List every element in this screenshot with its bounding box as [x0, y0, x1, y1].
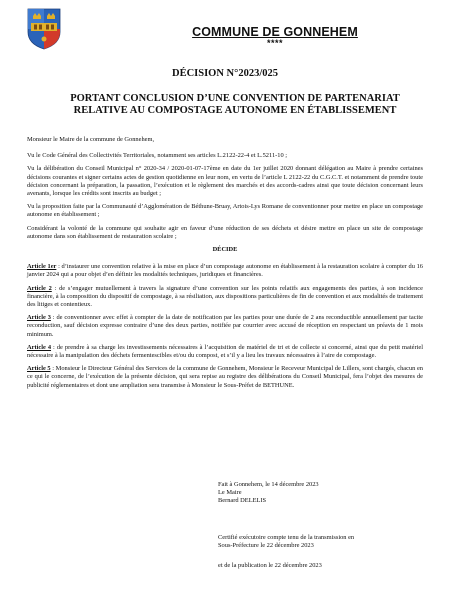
article-2	[27, 285, 423, 310]
certification-block	[218, 534, 418, 550]
article-1-text: : d’instaurer une convention relative à la mise en place d’un compostage autonome en établissement à la restauration scolaire à compter du 16 janvier 2024 qui a pour objet d’en définir les modalités techniques, juridiques et financières.	[27, 263, 423, 279]
header-stars: ****	[266, 38, 283, 48]
article-1	[27, 263, 423, 279]
article-5-text: : Monsieur le Directeur Général des Services de la commune de Gonnehem, Monsieur le Receveur Municipal de Lillers, sont chargés, chacun en ce qui le concerne, de l’exécution de la présente décision, qui sera repise au registre des délibérations du Conseil Municipal, fera l’objet des mesures de publicité réglementaires et dont une ampliation sera transmise à Monsieur le Sous-Préfet de BETHUNE.	[27, 365, 423, 389]
signature-name: Bernard DELELIS	[218, 497, 267, 505]
deliberation-paragraph: Vu la délibération du Conseil Municipal n° 2020-34 / 2020-01-07-17ème en date du 1er juillet 2020 donnant délégation au Maire à prendre certaines décisions courantes et signer certains actes de gestion quotidienne en leur nom, en vertu de l’article L 2122-22 du C.G.C.T. et notamment de prendre toute décision concernant la préparation, la passation, l’exécution et le règlement des marchés et des accords-cadres ainsi que toute décision concernant leurs avenants, lorsque les crédits sont inscrits au budget ;	[27, 165, 423, 198]
signature-place-date: Fait à Gonnehem, le 14 décembre 2023	[218, 481, 319, 488]
mayor-paragraph: Monsieur le Maire de la commune de Gonnehem,	[27, 136, 155, 143]
decision-number: DÉCISION N°2023/025	[171, 68, 278, 79]
considerant-paragraph: Considérant la volonté de la commune qui souhaite agir en faveur d’une réduction de ses déchets et désire mettre en place un site de compostage autonome dans son établissement de restauration scolaire ;	[27, 224, 423, 240]
article-2-label: Article 2	[27, 284, 52, 292]
publication-line: et de la publication le 22 décembre 2023	[218, 562, 322, 569]
article-4	[27, 344, 423, 360]
article-5	[27, 365, 423, 390]
title-line-2: RELATIVE AU COMPOSTAGE AUTONOME EN ÉTABLISSEMENT	[73, 105, 397, 116]
signature-block	[218, 481, 418, 506]
decide-heading: DÉCIDE	[212, 246, 238, 254]
proposition-paragraph: Vu la proposition faite par la Communauté d’Agglomération de Béthune-Bruay, Artois-Lys Romane de conventionner pour mettre en place un compostage autonome en établissement ;	[27, 203, 423, 219]
title-line-1: PORTANT CONCLUSION D’UNE CONVENTION DE PARTENARIAT	[70, 93, 400, 104]
certification-line-1: Certifié exécutoire compte tenu de la transmission en	[218, 534, 355, 541]
commune-name: COMMUNE DE GONNEHEM	[192, 25, 358, 39]
cgct-paragraph: Vu le Code Général des Collectivités Territoriales, notamment ses articles L.2122-22-4 et L.5211-10 ;	[27, 152, 288, 160]
article-2-text: : de s’engager mutuellement à travers la signature d’une convention sur les points relatifs aux engagements des parties, à son incidence financière, à la composition du dispositif de compostage, à sa résiliation, aux dispositions particulières de fin de convention et aux modalités de traitement des litiges et contentieux.	[27, 284, 423, 309]
article-4-text: : de prendre à sa charge les investissements nécessaires à l’acquisition de matériel de tri et de collecte si concerné, ainsi que du petit matériel nécessaire à la manipulation des déchets fermentescibles et/ou du compost, et s’il y a lieu les travaux nécessaires à l’aire de compostage.	[27, 343, 423, 360]
article-1-label: Article 1er	[27, 263, 57, 271]
signature-role: Le Maire	[218, 489, 242, 497]
article-3-text: : de conventionner avec effet à compter de la date de notification par les parties pour une durée de 2 ans reconductible annuellement par tacite reconduction, sauf décision expresse contraire d’une des deux parties, notifiée par courrier avec accusé de réception en respectant un préavis de 1 mois minimum.	[27, 314, 423, 338]
article-3	[27, 314, 423, 339]
article-3-label: Article 3	[27, 314, 51, 322]
coat-of-arms-logo	[27, 8, 61, 50]
article-5-label: Article 5	[27, 365, 51, 373]
decision-body	[27, 136, 423, 395]
article-4-label: Article 4	[27, 343, 52, 351]
certification-line-2: Sous-Préfecture le 22 décembre 2023	[218, 542, 314, 550]
decision-title	[40, 93, 430, 117]
